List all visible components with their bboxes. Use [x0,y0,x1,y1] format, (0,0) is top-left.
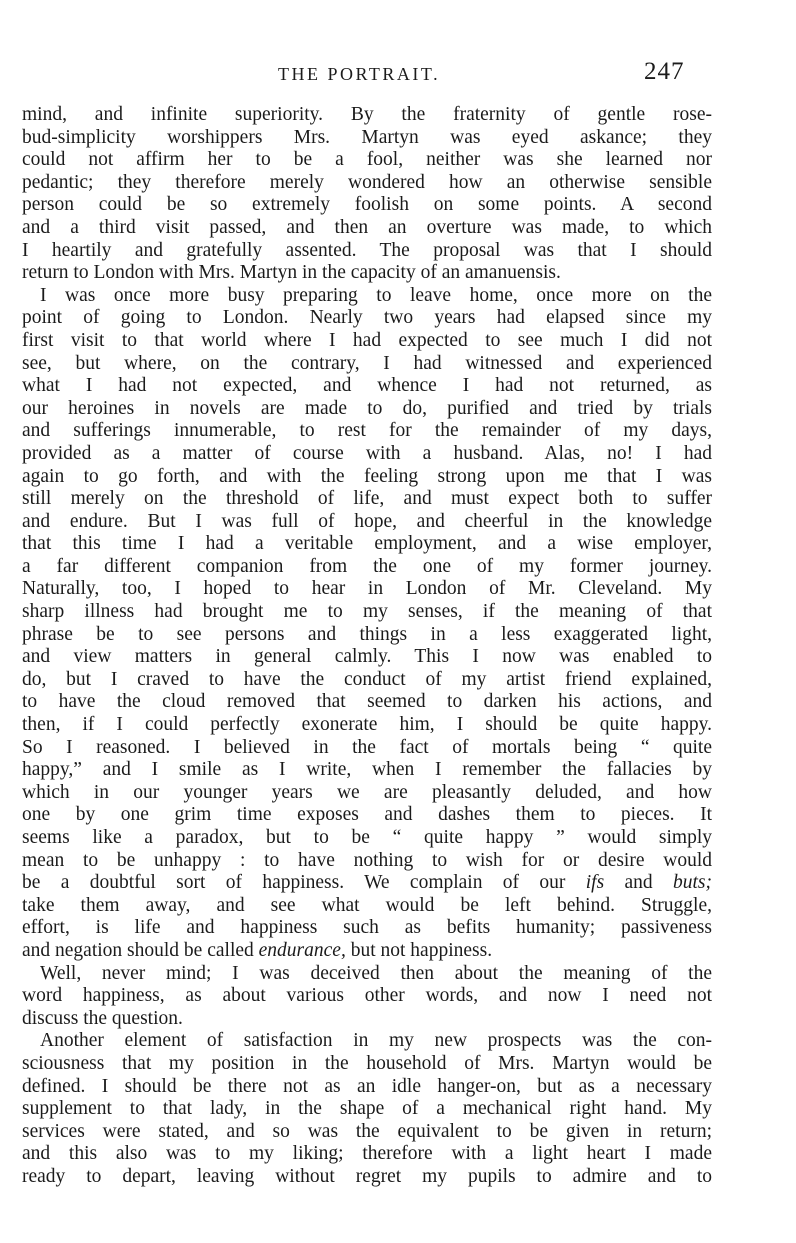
text-line: provided as a matter of course with a husband. Alas, no! I had [22,442,712,464]
text-line [22,872,712,895]
text-line: Another element of satisfaction in my new prospects was the con- [40,1030,712,1052]
text-line: and a third visit passed, and then an overture was made, to which [22,216,712,238]
text-segment: and [604,872,673,894]
text-segment: and negation should be called [22,939,259,961]
text-line: pedantic; they therefore merely wondered how an otherwise sensible [22,171,712,193]
text-line: phrase be to see persons and things in a less exaggerated light, [22,623,712,645]
text-line: services were stated, and so was the equivalent to be given in return; [22,1120,712,1142]
text-line: could not affirm her to be a fool, neither was she learned nor [22,149,712,171]
text-line: and endure. But I was full of hope, and cheerful in the knowledge [22,510,712,532]
text-line: point of going to London. Nearly two years had elapsed since my [22,307,712,329]
text-line: Well, never mind; I was deceived then about the meaning of the [40,962,712,984]
text-line: I was once more busy preparing to leave home, once more on the [40,284,712,306]
text-line: person could be so extremely foolish on some points. A second [22,194,712,216]
text-segment: be a doubtful sort of happiness. We complain of our [22,872,586,894]
text-line: first visit to that world where I had expected to see much I did not [22,329,712,351]
text-line: a far different companion from the one of my former journey. [22,555,712,577]
text-line: mean to be unhappy : to have nothing to wish for or desire would [22,849,712,871]
text-line: bud-simplicity worshippers Mrs. Martyn was eyed askance; they [22,126,712,148]
text-line: return to London with Mrs. Martyn in the capacity of an amanuensis. [22,262,561,284]
text-line: effort, is life and happiness such as befits humanity; passiveness [22,917,712,939]
text-line: mind, and infinite superiority. By the fraternity of gentle rose- [22,104,712,125]
text-line: and this also was to my liking; therefore with a light heart I made [22,1143,712,1165]
text-line: and view matters in general calmly. This I now was enabled to [22,646,712,668]
text-line: defined. I should be there not as an idle hanger-on, but as a necessary [22,1075,712,1097]
text-line [22,940,712,963]
text-line: see, but where, on the contrary, I had witnessed and experienced [22,352,712,374]
page-header [0,58,796,94]
text-line: then, if I could perfectly exonerate him, I should be quite happy. [22,714,712,736]
body-text [22,104,712,1189]
text-line: sharp illness had brought me to my senses, if the meaning of that [22,601,712,623]
text-line: which in our younger years we are pleasantly deluded, and how [22,781,712,803]
text-line: again to go forth, and with the feeling strong upon me that I was [22,465,712,487]
text-line: to have the cloud removed that seemed to darken his actions, and [22,691,712,713]
text-line: do, but I craved to have the conduct of my artist friend explained, [22,668,712,690]
text-segment: but not happiness. [345,939,493,961]
text-line: one by one grim time exposes and dashes them to pieces. It [22,804,712,826]
text-line: happy,” and I smile as I write, when I remember the fallacies by [22,759,712,781]
text-line: Naturally, too, I hoped to hear in London of Mr. Cleveland. My [22,578,712,600]
text-line: I heartily and gratefully assented. The proposal was that I should [22,239,712,261]
text-line: word happiness, as about various other words, and now I need not [22,985,712,1007]
italic-word: endurance, [258,939,346,961]
text-line: sciousness that my position in the household of Mrs. Martyn would be [22,1052,712,1074]
text-line: that this time I had a veritable employment, and a wise employer, [22,533,712,555]
text-line: discuss the question. [22,1007,183,1029]
text-line: still merely on the threshold of life, and must expect both to suffer [22,488,712,510]
italic-word: ifs [585,872,605,894]
text-line: what I had not expected, and whence I had not returned, as [22,375,712,397]
text-line: So I reasoned. I believed in the fact of mortals being “ quite [22,736,712,758]
text-line: seems like a paradox, but to be “ quite happy ” would simply [22,827,712,848]
running-title: THE PORTRAIT. [278,64,441,84]
text-line: our heroines in novels are made to do, purified and tried by trials [22,397,712,419]
text-line: supplement to that lady, in the shape of a mechanical right hand. My [22,1098,712,1120]
text-line: ready to depart, leaving without regret my pupils to admire and to [22,1165,712,1187]
text-line: take them away, and see what would be left behind. Struggle, [22,894,712,916]
italic-word: buts; [673,872,712,894]
page-number: 247 [644,58,685,85]
text-line: and sufferings innumerable, to rest for the remainder of my days, [22,420,712,442]
